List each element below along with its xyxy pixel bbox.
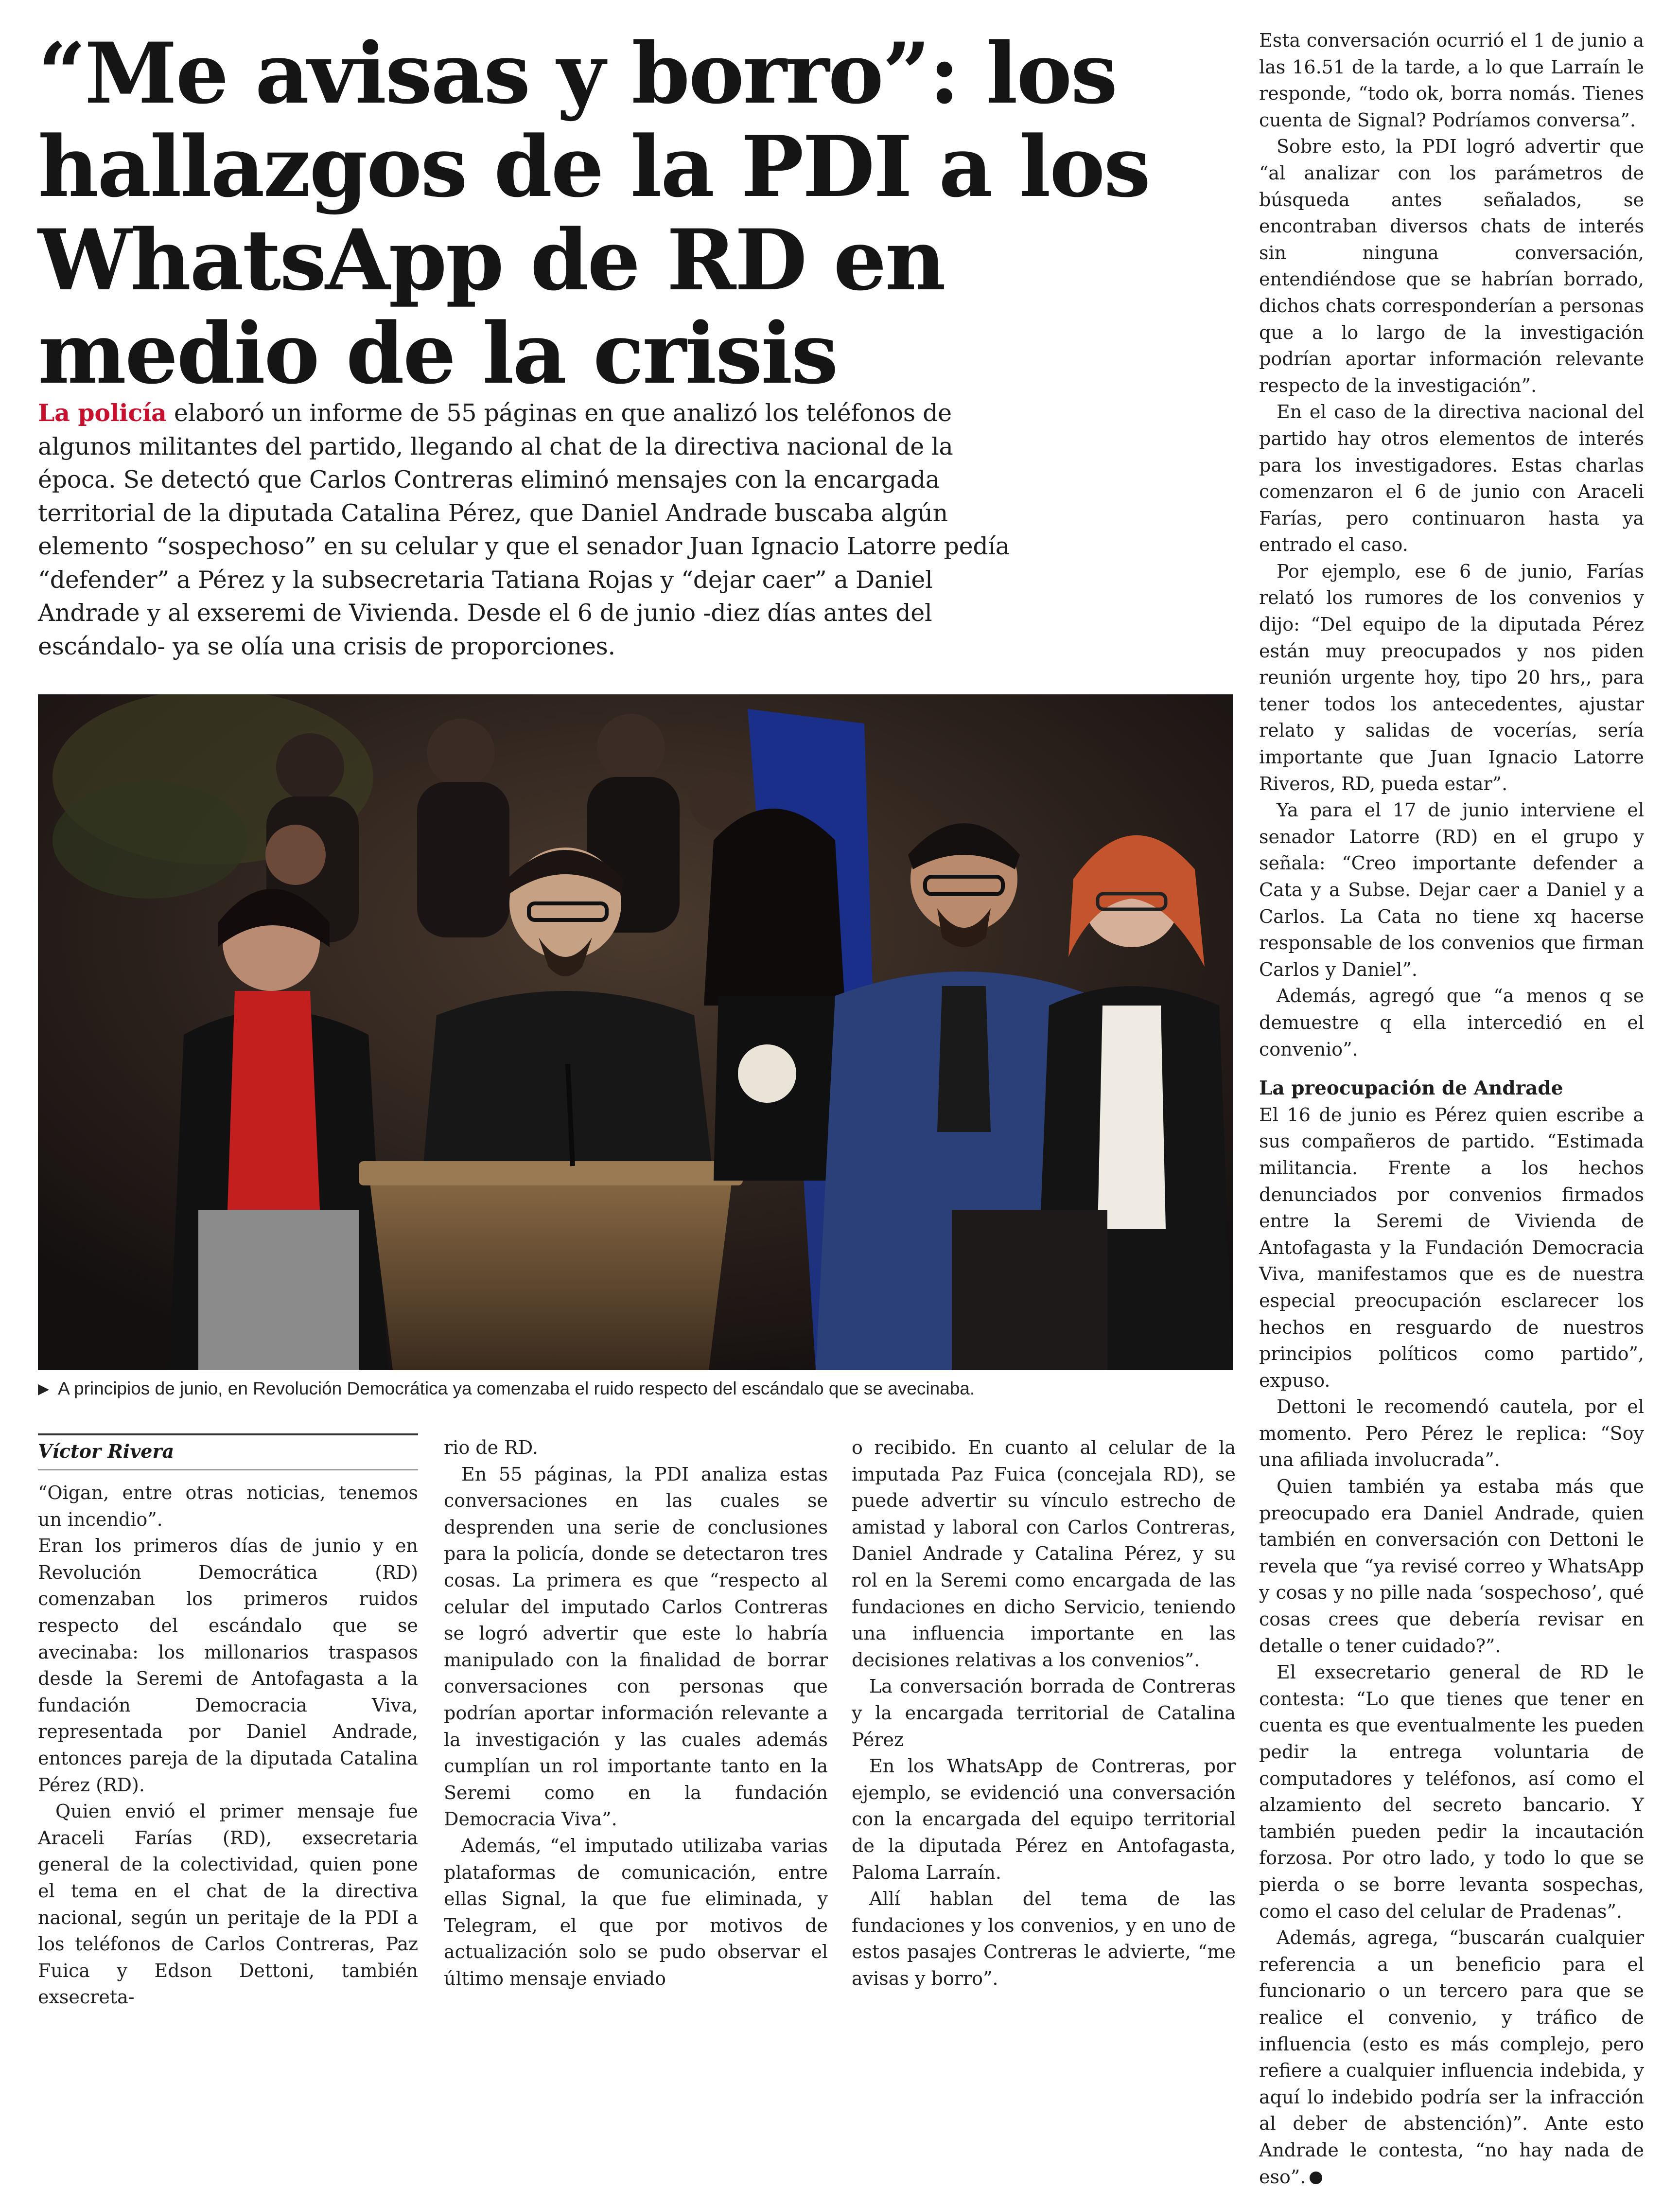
paragraph: Ya para el 17 de junio interviene el senador Latorre (RD) en el grupo y señala: “Creo importante defender a Cata y a Subse. Dejar caer a Daniel y a Carlos. La Cata no tiene xq hacerse responsable de los convenios que firman Carlos y Daniel”.	[1259, 799, 1644, 980]
caption-text: A principios de junio, en Revolución Democrática ya comenzaba el ruido respecto del escándalo que se avecinaba.	[58, 1378, 975, 1398]
paragraph: Además, “el imputado utilizaba varias plataformas de comunicación, entre ellas Signal, la que fue eliminada, y Telegram, el que por motivos de actualización solo se pudo observar el último mensaje enviado	[444, 1835, 828, 1989]
press-photo-illustration	[38, 694, 1233, 1370]
paragraph: Eran los primeros días de junio y en Revolución Democrática (RD) comenzaban los primeros ruidos respecto del escándalo que se avecinaba: los millonarios traspasos desde la Seremi de Antofagasta a la fundación Democracia Viva, representada por Daniel Andrade, entonces pareja de la diputada Catalina Pérez (RD).	[38, 1535, 418, 1796]
photo-caption	[38, 1378, 1229, 1400]
paragraph: Allí hablan del tema de las fundaciones y los convenios, y en uno de estos pasajes Contreras le advierte, “me avisas y borro”.	[852, 1888, 1236, 1989]
byline: Víctor Rivera	[38, 1440, 175, 1462]
paragraph: Quien envió el primer mensaje fue Araceli Farías (RD), exsecretaria general de la colectividad, quien pone el tema en el chat de la directiva nacional, según un peritaje de la PDI a los teléfonos de Carlos Contreras, Paz Fuica y Edson Dettoni, también exsecreta-	[38, 1801, 418, 2008]
paragraph: Dettoni le recomendó cautela, por el momento. Pero Pérez le replica: “Soy una afiliada involucrada”.	[1259, 1396, 1644, 1471]
lede-kicker: La policía	[38, 399, 167, 427]
body-column-1	[38, 1480, 418, 2011]
body-column-4	[1259, 27, 1644, 2190]
paragraph: Sobre esto, la PDI logró advertir que “al analizar con los parámetros de búsqueda antes señalados, se encontraban diversos chats de interés sin ninguna conversación, entendiéndose que se habrían borrado, dichos chats corresponderían a personas que a lo largo de la investigación podrían aportar información relevante respecto de la investigación”.	[1259, 136, 1644, 396]
paragraph: o recibido. En cuanto al celular de la imputada Paz Fuica (concejala RD), se puede advertir su vínculo estrecho de amistad y laboral con Carlos Contreras, Daniel Andrade y Catalina Pérez, y su rol en la Seremi como encargada de las fundaciones en dicho Servicio, teniendo una influencia importante en las decisiones relativas a los convenios”.	[852, 1437, 1236, 1671]
paragraph: Además, agregó que “a menos q se demuestre q ella intercedió en el convenio”.	[1259, 985, 1644, 1060]
paragraph: Esta conversación ocurrió el 1 de junio a las 16.51 de la tarde, a lo que Larraín le responde, “todo ok, borra nomás. Tienes cuenta de Signal? Podríamos conversa”.	[1259, 30, 1644, 131]
paragraph	[1259, 1925, 1644, 2190]
final-paragraph-text: Además, agrega, “buscarán cualquier referencia a un beneficio para el funcionario o un tercero para que se realice el convenio, y tráfico de influencia (esto es más complejo, pero refiere a cualquier influencia indebida, y aquí lo indebido podría ser la infracción al deber de abstención)”. Ante esto Andrade le contesta, “no hay nada de eso”.	[1259, 1927, 1644, 2188]
paragraph: En 55 páginas, la PDI analiza estas conversaciones en las cuales se desprenden una serie de conclusiones para la policía, donde se detectaron tres cosas. La primera es que “respecto al celular del imputado Carlos Contreras se logró advertir que este lo habría manipulado con la finalidad de borrar conversaciones con personas que podrían aportar información relevante a la investigación y las cuales además cumplían un rol importante tanto en la Seremi como en la fundación Democracia Viva”.	[444, 1463, 828, 1830]
press-photo	[38, 694, 1233, 1370]
play-triangle-icon: ▶	[38, 1381, 50, 1397]
paragraph: El exsecretario general de RD le contesta: “Lo que tienes que tener en cuenta es que eventualmente les pueden pedir la entrega voluntaria de computadores y teléfonos, así como el alzamiento del secreto bancario. Y también pueden pedir la incautación forzosa. Por otro lado, y todo lo que se pierda o se borre levanta sospechas, como el caso del celular de Pradenas”.	[1259, 1661, 1644, 1922]
lede	[38, 396, 1010, 663]
body-column-2	[444, 1434, 828, 1992]
paragraph: En el caso de la directiva nacional del partido hay otros elementos de interés para los investigadores. Estas charlas comenzaron el 6 de junio con Araceli Farías, pero continuaron hasta ya entrado el caso.	[1259, 401, 1644, 556]
paragraph: En los WhatsApp de Contreras, por ejemplo, se evidenció una conversación con la encargada del equipo territorial de la diputada Pérez en Antofagasta, Paloma Larraín.	[852, 1755, 1236, 1883]
paragraph: Por ejemplo, ese 6 de junio, Farías relató los rumores de los convenios y dijo: “Del equipo de la diputada Pérez están muy preocupados y nos piden reunión urgente hoy, tipo 20 hrs,, para tener todos los antecedentes, ajustar relato y salidas de vocerías, sería importante que Juan Ignacio Latorre Riveros, RD, pueda estar”.	[1259, 560, 1644, 795]
headline: “Me avisas y borro”: los hallazgos de la PDI a los WhatsApp de RD en medio de la crisis	[38, 24, 1150, 403]
paragraph: Quien también ya estaba más que preocupado era Daniel Andrade, quien también en conversación con Dettoni le revela que “ya revisé correo y WhatsApp y cosas y no pille nada ‘sospechoso’, qué cosas crees que debería revisar en detalle o tener cuidado?”.	[1259, 1476, 1644, 1657]
paragraph: “Oigan, entre otras noticias, tenemos un incendio”.	[38, 1482, 418, 1530]
byline-bottom-rule	[38, 1469, 418, 1470]
paragraph: La conversación borrada de Contreras y la encargada territorial de Catalina Pérez	[852, 1676, 1236, 1750]
paragraph: rio de RD.	[444, 1437, 538, 1458]
end-dot-icon	[1310, 2172, 1322, 2184]
byline-top-rule	[38, 1433, 418, 1435]
lede-text: elaboró un informe de 55 páginas en que analizó los teléfonos de algunos militantes del partido, llegando al chat de la directiva nacional de la época. Se detectó que Carlos Contreras eliminó mensajes con la encargada territorial de la diputada Catalina Pérez, que Daniel Andrade buscaba algún elemento “sospechoso” en su celular y que el senador Juan Ignacio Latorre pedía “defender” a Pérez y la subsecretaria Tatiana Rojas y “dejar caer” a Daniel Andrade y al exseremi de Vivienda. Desde el 6 de junio -diez días antes del escándalo- ya se olía una crisis de proporciones.	[38, 399, 1010, 660]
body-column-3	[852, 1434, 1236, 1992]
subheading: La preocupación de Andrade	[1259, 1077, 1563, 1100]
paragraph: El 16 de junio es Pérez quien escribe a sus compañeros de partido. “Estimada militancia. Frente a los hechos denunciados por convenios firmados entre la Seremi de Vivienda de Antofagasta y la Fundación Democracia Viva, manifestamos que es de nuestra especial preocupación esclarecer los hechos en resguardo de nuestros principios políticos como partido”, expuso.	[1259, 1104, 1644, 1391]
